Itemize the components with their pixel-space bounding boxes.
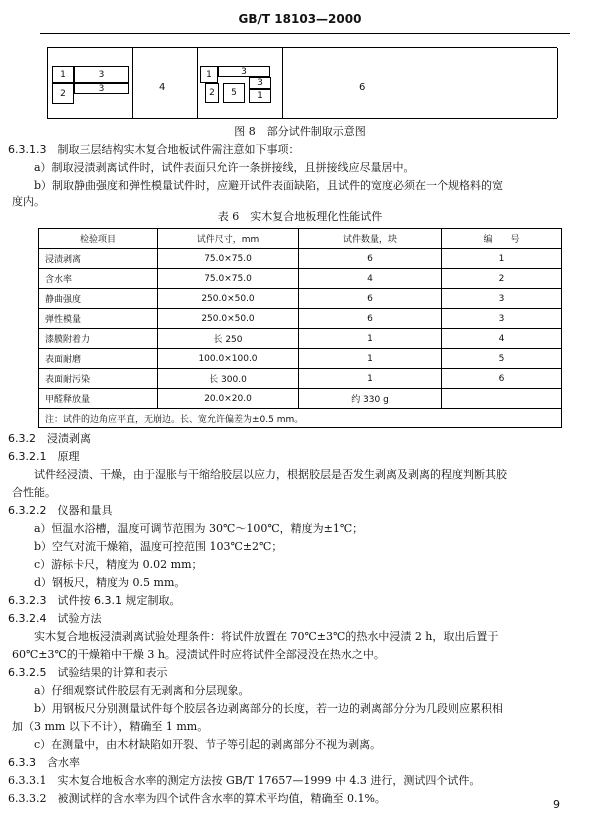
- paragraph: 实木复合地板浸渍剥离试验处理条件：将试件放置在 70℃±3℃的热水中浸渍 2 h，取出后置于: [34, 630, 499, 643]
- table-cell: 1: [299, 369, 442, 389]
- table-cell: 约 330 g: [299, 389, 442, 409]
- table-row: [39, 289, 562, 309]
- table-cell: 表面耐磨: [39, 349, 158, 369]
- table-cell: 3: [442, 289, 562, 309]
- specimen-4-label: 4: [159, 82, 166, 93]
- table-note-row: [39, 409, 562, 428]
- table-cell: 表面耐污染: [39, 369, 158, 389]
- figure-caption: 图 8 部分试件制取示意图: [234, 125, 366, 138]
- diagram-edge: [47, 48, 48, 118]
- table-cell: 长 250: [158, 329, 299, 349]
- column-header: 编 号: [442, 229, 562, 249]
- diagram-divider: [132, 48, 133, 118]
- section-heading: 6.3.2 浸渍剥离: [8, 432, 91, 445]
- specimen-3: 3: [218, 66, 270, 77]
- list-item: b）用钢板尺分别测量试件每个胶层各边剥离部分的长度，若一边的剥离部分分为几段则应累积相: [34, 702, 504, 715]
- specimen-1: 1: [200, 66, 218, 83]
- table-cell: 100.0×100.0: [158, 349, 299, 369]
- specimen-3: 3: [74, 83, 129, 94]
- table-cell: 6: [299, 289, 442, 309]
- diagram-divider: [197, 48, 198, 118]
- table-row: [39, 389, 562, 409]
- paragraph: 6.3.3.1 实木复合地板含水率的测定方法按 GB/T 17657—1999 中 4.3 进行，测试四个试件。: [8, 774, 481, 787]
- section-6313-title: 6.3.1.3 制取三层结构实木复合地板试件需注意如下事项：: [8, 143, 300, 156]
- table-cell: 3: [442, 309, 562, 329]
- list-item: c）游标卡尺，精度为 0.02 mm；: [34, 558, 203, 571]
- table-cell: 6: [442, 369, 562, 389]
- table-cell: 20.0×20.0: [158, 389, 299, 409]
- table-cell: 长 300.0: [158, 369, 299, 389]
- table-cell: 含水率: [39, 269, 158, 289]
- specimen-cutting-diagram: [47, 47, 557, 119]
- table-cell: 250.0×50.0: [158, 289, 299, 309]
- paragraph: a）制取浸渍剥离试件时，试件表面只允许一条拼接线，且拼接线应尽量居中。: [34, 161, 415, 174]
- diagram-divider: [282, 48, 283, 118]
- specimen-1: 1: [249, 89, 271, 103]
- paragraph: 合性能。: [12, 486, 56, 499]
- paragraph: 60℃±3℃的干燥箱中干燥 3 h。浸渍试件时应将试件全部浸没在热水之中。: [12, 648, 385, 661]
- table-header-row: [39, 229, 562, 249]
- specimen-table: [38, 228, 562, 428]
- table-cell: 甲醛释放量: [39, 389, 158, 409]
- diagram-edge: [557, 48, 558, 118]
- section-heading: 6.3.2.5 试验结果的计算和表示: [8, 666, 168, 679]
- table-cell: 75.0×75.0: [158, 249, 299, 269]
- table-cell: 250.0×50.0: [158, 309, 299, 329]
- table-cell: 浸渍剥离: [39, 249, 158, 269]
- column-header: 检验项目: [39, 229, 158, 249]
- section-heading: 6.3.2.3 试件按 6.3.1 规定制取。: [8, 594, 181, 607]
- list-item: c）在测量中，由木材缺陷如开裂、节子等引起的剥离部分不视为剥离。: [34, 738, 382, 751]
- table-cell: 弹性模量: [39, 309, 158, 329]
- specimen-2: 2: [52, 83, 74, 104]
- standard-number-header: GB/T 18103—2000: [238, 12, 362, 26]
- specimen-5: 5: [223, 83, 245, 103]
- paragraph: 试件经浸渍、干燥，由于湿胀与干缩给胶层以应力，根据胶层是否发生剥离及剥离的程度判断其胶: [34, 468, 507, 481]
- column-header: 试件数量，块: [299, 229, 442, 249]
- table-cell: [442, 389, 562, 409]
- table-cell: 1: [299, 329, 442, 349]
- section-heading: 6.3.2.4 试验方法: [8, 612, 102, 625]
- list-item: 加（3 mm 以下不计），精确至 1 mm。: [12, 720, 209, 733]
- table-cell: 4: [442, 329, 562, 349]
- column-header: 试件尺寸，mm: [158, 229, 299, 249]
- table-row: [39, 309, 562, 329]
- table-row: [39, 369, 562, 389]
- list-item: a）仔细观察试件胶层有无剥离和分层现象。: [34, 684, 250, 697]
- table-cell: 75.0×75.0: [158, 269, 299, 289]
- table-cell: 1: [442, 249, 562, 269]
- section-heading: 6.3.2.1 原理: [8, 450, 80, 463]
- page-number: 9: [553, 798, 560, 811]
- header-rule: [40, 33, 570, 34]
- paragraph: 度内。: [12, 195, 45, 208]
- table-cell: 5: [442, 349, 562, 369]
- paragraph: 6.3.3.2 被测试样的含水率为四个试件含水率的算术平均值，精确至 0.1%。: [8, 792, 386, 805]
- list-item: b）空气对流干燥箱，温度可控范围 103℃±2℃；: [34, 540, 283, 553]
- section-heading: 6.3.2.2 仪器和量具: [8, 504, 113, 517]
- specimen-3: 3: [249, 77, 271, 89]
- table-cell: 6: [299, 309, 442, 329]
- specimen-1: 1: [52, 66, 74, 83]
- specimen-2: 2: [205, 83, 219, 103]
- specimen-3: 3: [74, 66, 129, 83]
- section-heading: 6.3.3 含水率: [8, 756, 80, 769]
- table-row: [39, 269, 562, 289]
- table-cell: 4: [299, 269, 442, 289]
- table-cell: 漆膜附着力: [39, 329, 158, 349]
- table-cell: 2: [442, 269, 562, 289]
- table-note: 注：试件的边角应平直，无崩边。长、宽允许偏差为±0.5 mm。: [39, 409, 562, 428]
- table-row: [39, 329, 562, 349]
- list-item: d）钢板尺，精度为 0.5 mm。: [34, 576, 186, 589]
- table-row: [39, 349, 562, 369]
- table-cell: 6: [299, 249, 442, 269]
- table-cell: 静曲强度: [39, 289, 158, 309]
- paragraph: b）制取静曲强度和弹性模量试件时，应避开试件表面缺陷，且试件的宽度必须在一个规格料的宽: [34, 179, 504, 192]
- table-cell: 1: [299, 349, 442, 369]
- list-item: a）恒温水浴槽，温度可调节范围为 30℃～100℃，精度为±1℃；: [34, 522, 364, 535]
- table-row: [39, 249, 562, 269]
- specimen-6-label: 6: [359, 82, 366, 93]
- table-caption: 表 6 实木复合地板理化性能试件: [217, 210, 383, 223]
